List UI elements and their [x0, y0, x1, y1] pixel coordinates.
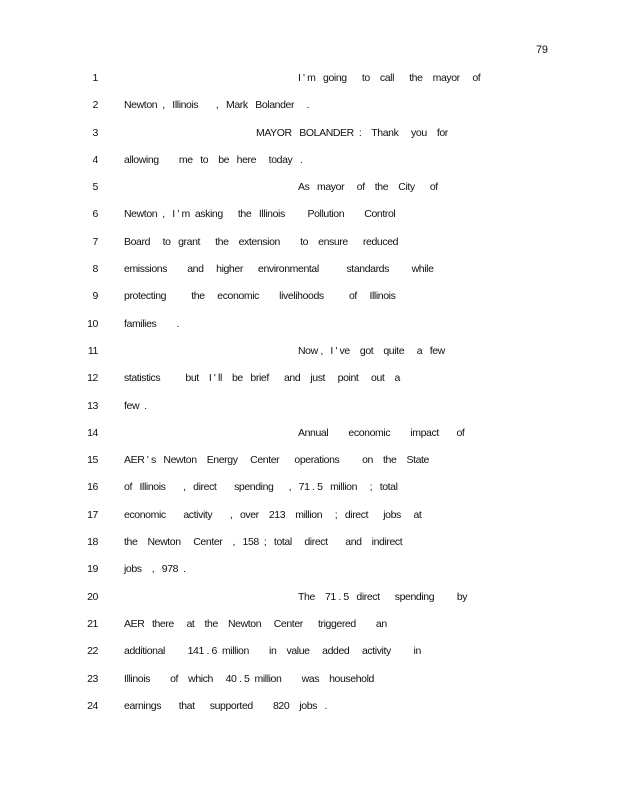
line-text: The 71 . 5 direct spending by: [298, 590, 468, 603]
transcript-line: [0, 507, 618, 534]
line-number: 22: [87, 645, 98, 658]
line-number: 9: [92, 290, 98, 303]
line-number: 19: [87, 563, 98, 576]
line-text: economic activity , over 213 million ; direct jobs at: [124, 508, 422, 521]
page-number: 79: [536, 44, 548, 56]
transcript-line: [0, 152, 618, 179]
line-text: few .: [124, 399, 147, 412]
transcript-line: [0, 261, 618, 288]
line-number: 7: [92, 235, 98, 248]
transcript-line: [0, 452, 618, 479]
line-number: 13: [87, 399, 98, 412]
line-text: As mayor of the City of: [298, 181, 438, 194]
line-number: 1: [92, 72, 98, 84]
transcript-line: [0, 698, 618, 725]
line-number: 24: [87, 699, 98, 712]
speaker-line-text: MAYOR BOLANDER : Thank you for: [256, 126, 448, 139]
transcript-line: [0, 206, 618, 233]
transcript-line: [0, 97, 618, 124]
transcript-line: [0, 234, 618, 261]
line-number: 17: [87, 508, 98, 521]
transcript-line: [0, 370, 618, 397]
line-text: Now , I ' ve got quite a few: [298, 344, 445, 357]
transcript-line: [0, 125, 618, 152]
line-number: 2: [92, 99, 98, 112]
line-text: protecting the economic livelihoods of Illinois: [124, 290, 396, 303]
line-number: 5: [92, 181, 98, 194]
transcript-line: [0, 70, 618, 97]
line-number: 14: [87, 426, 98, 439]
line-number: 12: [87, 372, 98, 385]
line-text: Illinois of which 40 . 5 million was household: [124, 672, 374, 685]
line-text: statistics but I ' ll be brief and just point out a: [124, 372, 400, 385]
line-number: 10: [87, 317, 98, 330]
line-text: the Newton Center , 158 ; total direct and indirect: [124, 536, 403, 549]
line-text: families .: [124, 317, 180, 330]
line-number: 18: [87, 536, 98, 549]
transcript-line: [0, 643, 618, 670]
transcript-line: [0, 343, 618, 370]
transcript-line: [0, 534, 618, 561]
transcript-line: [0, 179, 618, 206]
line-text: additional 141 . 6 million in value added activity in: [124, 645, 421, 658]
line-text: Annual economic impact of: [298, 426, 465, 439]
line-number: 6: [92, 208, 98, 221]
line-number: 15: [87, 454, 98, 467]
line-text: earnings that supported 820 jobs .: [124, 699, 328, 712]
line-number: 16: [87, 481, 98, 494]
line-text: Board to grant the extension to ensure reduced: [124, 235, 399, 248]
line-number: 8: [92, 263, 98, 276]
transcript-line: [0, 671, 618, 698]
line-number: 20: [87, 590, 98, 603]
transcript-line: [0, 316, 618, 343]
line-text: Newton , I ' m asking the Illinois Pollution Control: [124, 208, 396, 221]
transcript-line: [0, 425, 618, 452]
transcript-line: [0, 479, 618, 506]
transcript-line: [0, 589, 618, 616]
line-number: 21: [87, 617, 98, 630]
line-number: 11: [87, 344, 98, 357]
line-number: 4: [92, 153, 98, 166]
line-text: Newton , Illinois , Mark Bolander .: [124, 99, 310, 112]
transcript-line: [0, 288, 618, 315]
transcript-line: [0, 561, 618, 588]
line-number: 3: [92, 126, 98, 139]
line-text: emissions and higher environmental standards while: [124, 263, 434, 276]
line-text: I ' m going to call the mayor of: [298, 72, 481, 84]
transcript-line: [0, 616, 618, 643]
line-text: of Illinois , direct spending , 71 . 5 million ; total: [124, 481, 398, 494]
line-text: jobs , 978 .: [124, 563, 186, 576]
line-text: allowing me to be here today .: [124, 153, 303, 166]
line-text: AER there at the Newton Center triggered an: [124, 617, 387, 630]
transcript-line: [0, 398, 618, 425]
transcript-body: [0, 70, 618, 725]
line-text: AER ' s Newton Energy Center operations on the State: [124, 454, 429, 467]
line-number: 23: [87, 672, 98, 685]
